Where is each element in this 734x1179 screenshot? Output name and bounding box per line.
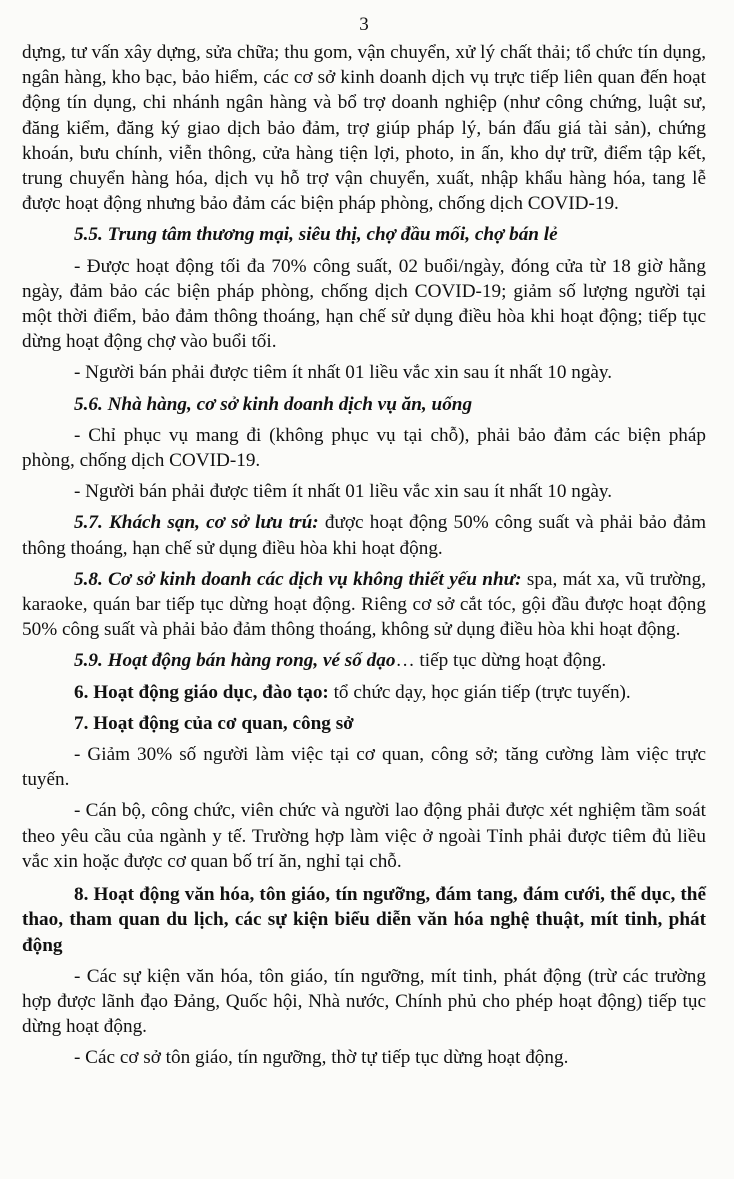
heading-text: 5.5. Trung tâm thương mại, siêu thị, chợ đầu mối, chợ bán lẻ — [74, 224, 558, 246]
paragraph-6 — [22, 680, 706, 705]
paragraph-5-5-vaccine — [22, 360, 706, 385]
paragraph-5-5-capacity — [22, 254, 706, 355]
paragraph-8-events — [22, 964, 706, 1040]
paragraph-text: - Các cơ sở tôn giáo, tín ngưỡng, thờ tự tiếp tục dừng hoạt động. — [74, 1047, 569, 1069]
heading-text: 5.7. Khách sạn, cơ sở lưu trú: — [74, 512, 319, 534]
heading-text: 5.8. Cơ sở kinh doanh các dịch vụ không thiết yếu như: — [74, 568, 522, 590]
heading-7 — [22, 711, 706, 736]
heading-text: 8. Hoạt động văn hóa, tôn giáo, tín ngưỡng, đám tang, đám cưới, thể dục, thể thao, tham quan du lịch, các sự kiện biểu diễn văn hóa nghệ thuật, mít tinh, phát động — [22, 884, 706, 956]
paragraph-text: được hoạt động 50% công suất và phải bảo đảm thông thoáng, hạn chế sử dụng điều hòa khi hoạt động. — [22, 512, 706, 559]
paragraph-5-6-vaccine — [22, 479, 706, 504]
paragraph-8-religious — [22, 1045, 706, 1070]
paragraph-5-7 — [22, 510, 706, 560]
paragraph-continued-services — [22, 40, 706, 216]
heading-5-5 — [22, 222, 706, 247]
paragraph-7-reduce-staff — [22, 742, 706, 792]
paragraph-text: - Chỉ phục vụ mang đi (không phục vụ tại chỗ), phải bảo đảm các biện pháp phòng, chống dịch COVID-19. — [22, 424, 706, 472]
heading-text: 5.9. Hoạt động bán hàng rong, vé số dạo — [74, 650, 396, 672]
paragraph-text: … tiếp tục dừng hoạt động. — [395, 650, 607, 672]
heading-text: 6. Hoạt động giáo dục, đào tạo: — [74, 681, 329, 703]
heading-8 — [22, 882, 706, 958]
paragraph-5-9 — [22, 648, 706, 673]
page-number: 3 — [359, 14, 369, 35]
paragraph-text: tổ chức dạy, học gián tiếp (trực tuyến). — [328, 681, 631, 703]
heading-text: 7. Hoạt động của cơ quan, công sở — [74, 712, 354, 734]
heading-5-6 — [22, 392, 706, 417]
paragraph-7-testing — [22, 798, 706, 874]
paragraph-text: - Người bán phải được tiêm ít nhất 01 liều vắc xin sau ít nhất 10 ngày. — [74, 362, 613, 384]
paragraph-text: dựng, tư vấn xây dựng, sửa chữa; thu gom, vận chuyển, xử lý chất thải; tổ chức tín dụng, ngân hàng, kho bạc, bảo hiểm, các cơ sở kinh doanh dịch vụ trực tiếp liên quan đến hoạt động tín dụng, chi nhánh ngân hàng và bổ trợ doanh nghiệp (như công chứng, luật sư, đăng kiểm, đăng ký giao dịch bảo đảm, trợ giúp pháp lý, bán đấu giá tài sản), chứng khoán, bưu chính, viễn thông, cửa hàng tiện lợi, photo, in ấn, kho dự trữ, điểm tập kết, trung chuyển hàng hóa, dịch vụ hỗ trợ vận chuyển, xuất, nhập khẩu hàng hóa, tang lễ được hoạt động nhưng bảo đảm các biện pháp phòng, chống dịch COVID-19. — [22, 42, 706, 215]
paragraph-text: - Người bán phải được tiêm ít nhất 01 liều vắc xin sau ít nhất 10 ngày. — [74, 481, 613, 503]
paragraph-text: - Được hoạt động tối đa 70% công suất, 02 buổi/ngày, đóng cửa từ 18 giờ hằng ngày, đảm bảo các biện pháp phòng, chống dịch COVID-19; giảm số lượng người tại một thời điểm, bảo đảm thông thoáng, hạn chế sử dụng điều hòa khi hoạt động; tiếp tục dừng hoạt động chợ vào buổi tối. — [22, 255, 706, 353]
paragraph-text: - Cán bộ, công chức, viên chức và người lao động phải được xét nghiệm tầm soát theo yêu cầu của ngành y tế. Trường hợp làm việc ở ngoài Tỉnh phải được tiêm đủ liều vắc xin hoặc được cơ quan bố trí ăn, nghỉ tại chỗ. — [22, 800, 706, 872]
paragraph-text: - Giảm 30% số người làm việc tại cơ quan, công sở; tăng cường làm việc trực tuyến. — [22, 744, 706, 791]
heading-text: 5.6. Nhà hàng, cơ sở kinh doanh dịch vụ ăn, uống — [74, 393, 473, 415]
paragraph-5-6-takeaway — [22, 423, 706, 473]
paragraph-5-8 — [22, 567, 706, 643]
paragraph-text: spa, mát xa, vũ trường, karaoke, quán bar tiếp tục dừng hoạt động. Riêng cơ sở cắt tóc, gội đầu được hoạt động 50% công suất và phải bảo đảm thông thoáng, không sử dụng điều hòa khi hoạt động. — [22, 568, 706, 641]
paragraph-text: - Các sự kiện văn hóa, tôn giáo, tín ngưỡng, mít tinh, phát động (trừ các trường hợp được lãnh đạo Đảng, Quốc hội, Nhà nước, Chính phủ cho phép hoạt động) tiếp tục dừng hoạt động. — [22, 965, 706, 1038]
